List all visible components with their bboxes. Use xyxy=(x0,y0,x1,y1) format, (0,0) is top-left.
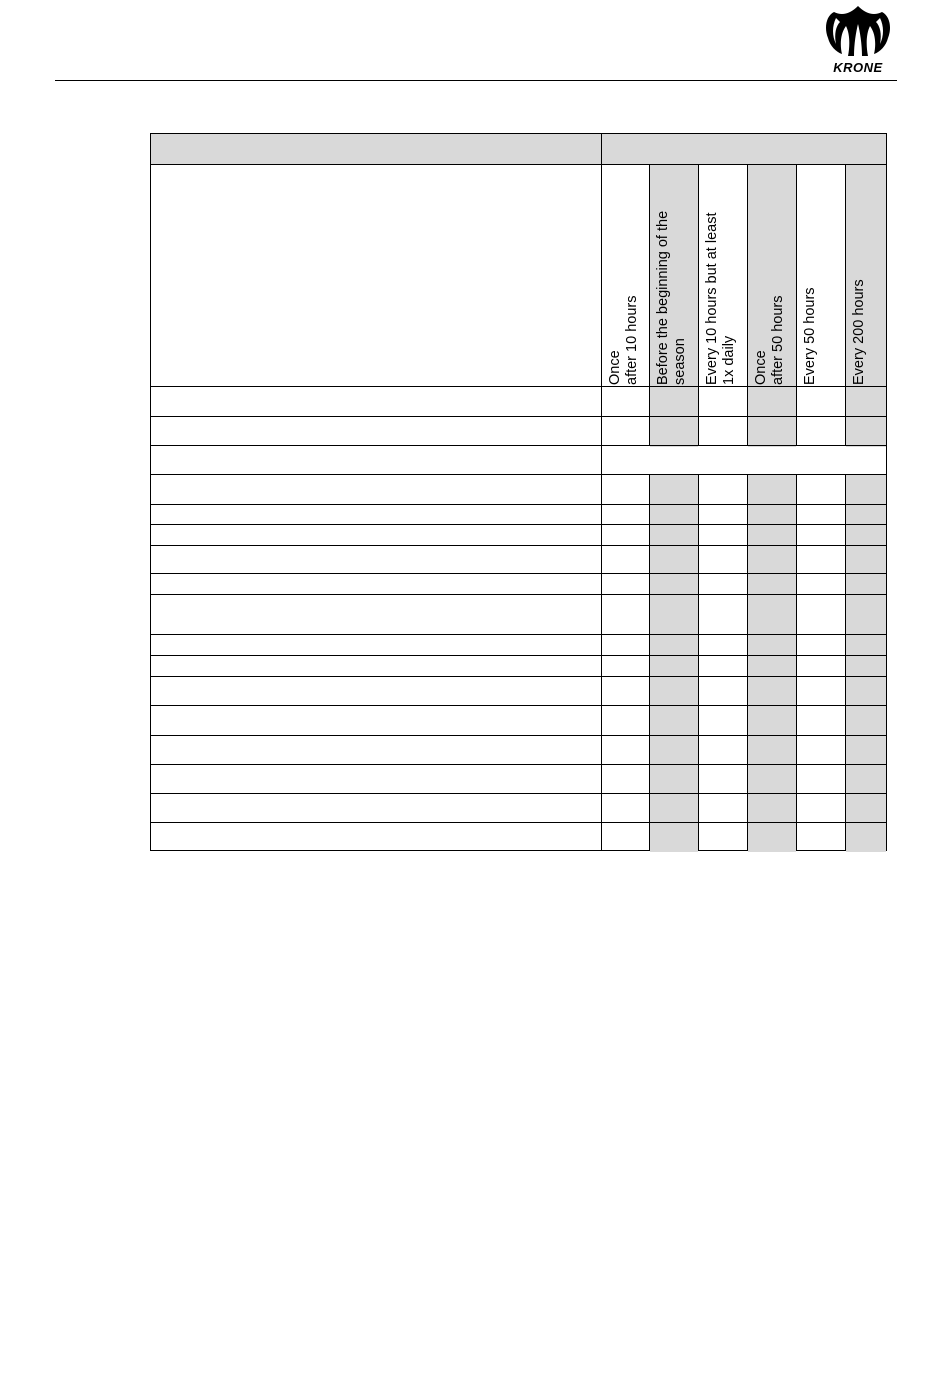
grid-col-line xyxy=(845,165,846,446)
grid-row-line xyxy=(151,655,886,656)
grid-row-line xyxy=(151,164,886,165)
column-header-before-season: Before the beginning of the season xyxy=(655,210,688,385)
column-header-once-10: Once after 10 hours xyxy=(607,295,640,385)
maintenance-table xyxy=(150,133,887,851)
table-title-cell xyxy=(151,134,602,165)
interval-title-cell xyxy=(602,134,886,165)
column-header-every-50: Every 50 hours xyxy=(802,287,818,385)
grid-col-line xyxy=(796,165,797,446)
grid-col-line xyxy=(649,474,650,850)
column-header-once-50: Once after 50 hours xyxy=(753,295,786,385)
column-header-every-10: Every 10 hours but at least 1x daily xyxy=(704,212,737,385)
header-rule xyxy=(55,80,897,81)
grid-col-line xyxy=(845,474,846,850)
column-header-every-200: Every 200 hours xyxy=(851,279,867,385)
grid-row-line xyxy=(151,573,886,574)
grid-row-line xyxy=(151,634,886,635)
grid-row-line xyxy=(151,594,886,595)
grid-col-line xyxy=(698,165,699,446)
column-shade-every-200-lower xyxy=(846,475,886,852)
grid-row-line xyxy=(151,445,886,446)
grid-row-line xyxy=(151,416,886,417)
grid-row-line xyxy=(151,386,886,387)
krone-logo xyxy=(820,4,896,76)
grid-row-line xyxy=(151,676,886,677)
grid-col-line xyxy=(698,474,699,850)
column-shade-before-season-lower xyxy=(650,475,698,852)
grid-row-line xyxy=(151,764,886,765)
grid-row-line xyxy=(151,545,886,546)
grid-row-line xyxy=(151,474,886,475)
grid-row-line xyxy=(151,524,886,525)
logo-wordmark: KRONE xyxy=(833,60,883,75)
grid-row-line xyxy=(151,793,886,794)
column-shade-once-50-lower xyxy=(748,475,796,852)
grid-col-line xyxy=(747,165,748,446)
grid-col-line xyxy=(747,474,748,850)
grid-col-line xyxy=(601,134,602,850)
krone-emblem-icon xyxy=(820,4,896,60)
grid-col-line xyxy=(649,165,650,446)
grid-row-line xyxy=(151,504,886,505)
grid-row-line xyxy=(151,822,886,823)
grid-row-line xyxy=(151,705,886,706)
grid-col-line xyxy=(796,474,797,850)
grid-row-line xyxy=(151,735,886,736)
